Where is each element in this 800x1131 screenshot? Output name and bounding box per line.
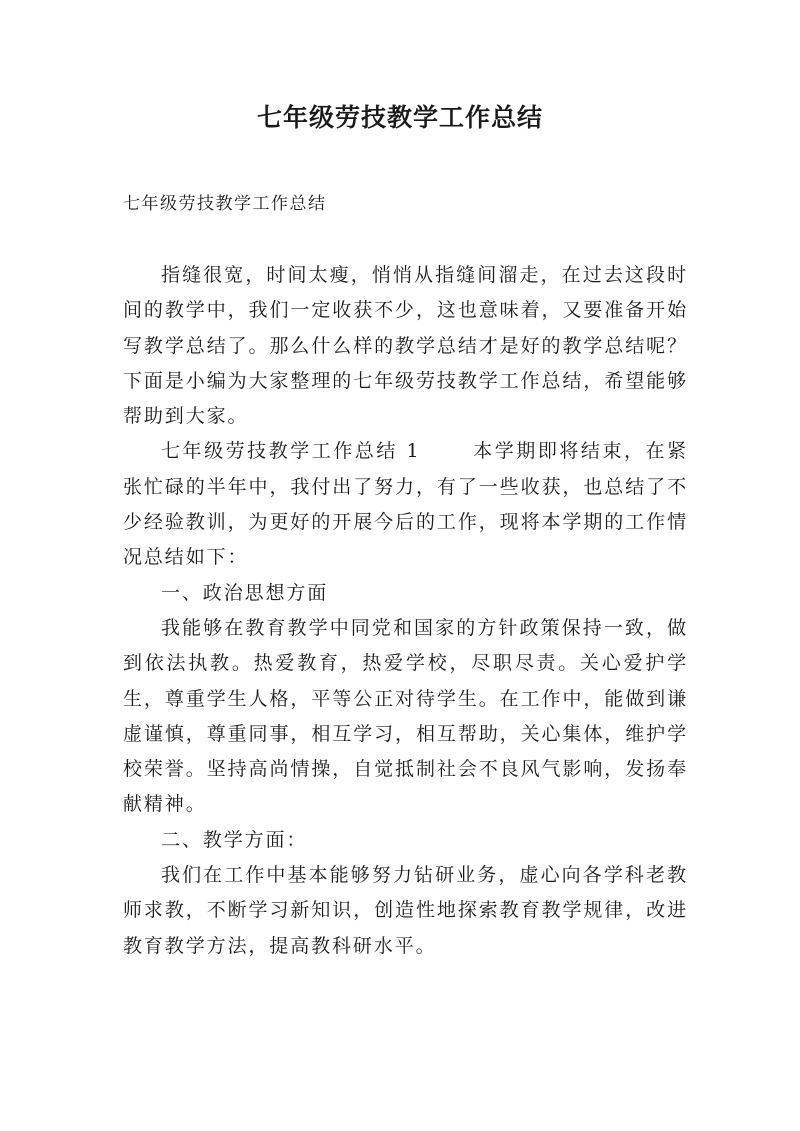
document-subtitle: 七年级劳技教学工作总结: [123, 194, 327, 214]
part-2-paragraph: 我们在工作中基本能够努力钻研业务，虚心向各学科老教师求教，不断学习新知识，创造性地探索教育教学规律，改进教育教学方法，提高教科研水平。: [123, 864, 688, 957]
section-1-paragraph: [123, 434, 688, 575]
section-1-text: 本学期即将结束，在紧张忙碌的半年中，我付出了努力，有了一些收获，也总结了不少经验教训，为更好的开展今后的工作，现将本学期的工作情况总结如下：: [123, 440, 688, 569]
document-body: [123, 258, 688, 964]
document-title: 七年级劳技教学工作总结: [256, 103, 543, 132]
section-1-heading: 七年级劳技教学工作总结 1: [161, 440, 421, 463]
intro-paragraph: 指缝很宽，时间太瘦，悄悄从指缝间溜走，在过去这段时间的教学中，我们一定收获不少，这也意味着，又要准备开始写教学总结了。那么什么样的教学总结才是好的教学总结呢？下面是小编为大家整理的七年级劳技教学工作总结，希望能够帮助到大家。: [123, 264, 688, 428]
part-1-heading: 一、政治思想方面: [161, 581, 329, 604]
part-1-paragraph: 我能够在教育教学中同党和国家的方针政策保持一致，做到依法执教。热爱教育，热爱学校，尽职尽责。关心爱护学生，尊重学生人格，平等公正对待学生。在工作中，能做到谦虚谨慎，尊重同事，相互学习，相互帮助，关心集体，维护学校荣誉。坚持高尚情操，自觉抵制社会不良风气影响，发扬奉献精神。: [123, 616, 688, 816]
part-2-heading: 二、教学方面：: [161, 828, 308, 851]
